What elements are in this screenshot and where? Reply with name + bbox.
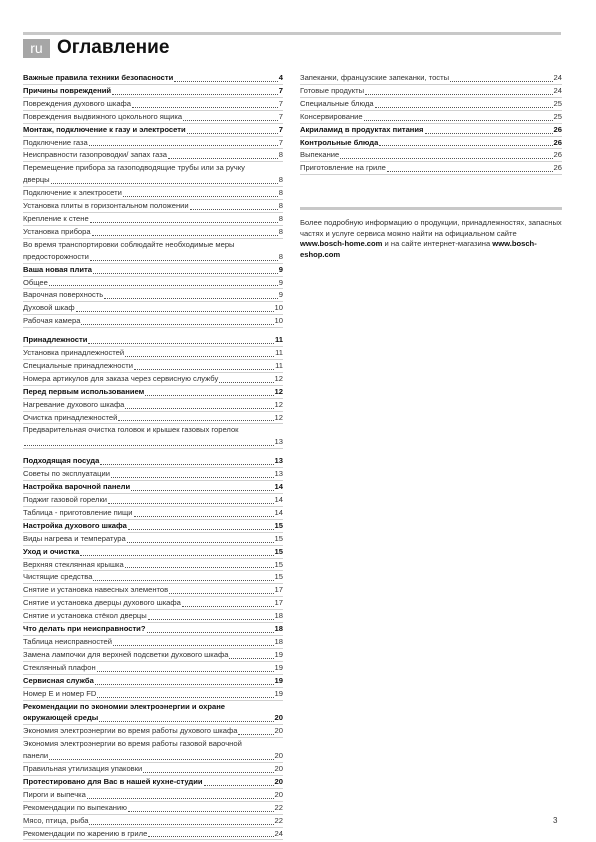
toc-entry-title: Настройка варочной панели — [23, 482, 131, 492]
leader-dots — [219, 382, 273, 383]
bosch-home-link[interactable]: www.bosch-home.com — [300, 239, 383, 249]
toc-entry-title: Предварительная очистка головок и крышек газовых горелок — [23, 425, 239, 435]
toc-entry[interactable] — [23, 334, 283, 347]
toc-entry-line — [23, 251, 283, 263]
toc-entry-line — [23, 712, 283, 724]
toc-entry-title: Установка принадлежностей — [23, 348, 125, 358]
toc-entry[interactable] — [23, 360, 283, 373]
toc-page-number: 20 — [274, 726, 283, 736]
leader-dots — [132, 107, 278, 108]
toc-entry-title: Акриламид в продуктах питания — [300, 124, 424, 134]
toc-page-number: 7 — [278, 111, 283, 121]
leader-dots — [169, 593, 273, 594]
toc-page-number: 15 — [274, 559, 283, 569]
toc-page-number: 15 — [274, 546, 283, 556]
toc-entry[interactable] — [23, 701, 283, 726]
toc-entry[interactable] — [23, 623, 283, 636]
toc-entry-title: Мясо, птица, рыба — [23, 815, 89, 825]
leader-dots — [168, 158, 278, 159]
toc-entry[interactable] — [23, 111, 283, 124]
toc-entry-title: Принадлежности — [23, 335, 88, 345]
toc-page-number: 8 — [278, 226, 283, 236]
toc-entry-title: Нагревание духового шкафа — [23, 399, 125, 409]
toc-entry[interactable] — [23, 289, 283, 302]
toc-page-number: 12 — [274, 399, 283, 409]
toc-page-number: 7 — [278, 85, 283, 95]
leader-dots — [450, 81, 553, 82]
toc-entry[interactable] — [300, 162, 562, 175]
leader-dots — [93, 580, 273, 581]
leader-dots — [24, 445, 274, 446]
toc-entry[interactable] — [23, 302, 283, 315]
toc-entry[interactable] — [23, 636, 283, 649]
toc-entry[interactable] — [23, 507, 283, 520]
toc-page-number: 15 — [274, 533, 283, 543]
toc-entry-title: Духовой шкаф — [23, 303, 75, 313]
toc-page-number: 24 — [553, 85, 562, 95]
leader-dots — [118, 420, 273, 421]
toc-entry-title: Общее — [23, 277, 48, 287]
toc-entry[interactable] — [23, 559, 283, 572]
toc-page-number: 15 — [274, 520, 283, 530]
bosch-eshop-link[interactable]: www.bosch-eshop.com — [300, 239, 537, 259]
toc-page-number: 17 — [274, 585, 283, 595]
leader-dots — [425, 133, 553, 134]
toc-page-number: 13 — [274, 456, 283, 466]
leader-dots — [134, 516, 274, 517]
toc-entry[interactable] — [23, 162, 283, 187]
toc-entry[interactable] — [23, 315, 283, 328]
toc-page-number: 11 — [275, 360, 283, 370]
toc-entry-title: Выпекание — [300, 150, 340, 160]
toc-page-number: 8 — [278, 201, 283, 211]
toc-entry-line — [23, 436, 283, 448]
toc-entry-title: Неисправности газопроводки/ запах газа — [23, 150, 167, 160]
toc-entry-title: Пироги и выпечка — [23, 789, 86, 799]
toc-entry-title: Специальные принадлежности — [23, 360, 134, 370]
toc-entry[interactable] — [23, 412, 283, 425]
toc-entry[interactable] — [300, 137, 562, 150]
leader-dots — [143, 772, 273, 773]
toc-entry[interactable] — [300, 72, 562, 85]
toc-entry[interactable] — [23, 239, 283, 264]
toc-page-number: 14 — [274, 482, 283, 492]
toc-entry-title: Важные правила техники безопасности — [23, 73, 174, 82]
toc-entry[interactable] — [23, 468, 283, 481]
toc-page-number: 19 — [274, 649, 283, 659]
leader-dots — [104, 298, 278, 299]
leader-dots — [90, 260, 278, 261]
toc-entry-title: Настройка духового шкафа — [23, 520, 127, 530]
leader-dots — [187, 133, 278, 134]
toc-entry-title: Снятие и установка навесных элементов — [23, 585, 169, 595]
info-text-1: Более подробную информацию о продукции, принадлежностях, запасных частях и услуге сервиса можно найти на официальном сайте — [300, 218, 562, 238]
toc-page-number: 26 — [553, 124, 562, 134]
toc-entry[interactable] — [23, 776, 283, 789]
toc-page-number: 24 — [274, 828, 283, 838]
toc-page-number: 19 — [274, 675, 283, 685]
toc-entry-title: Подходящая посуда — [23, 456, 100, 466]
toc-entry-title: Уход и очистка — [23, 546, 80, 556]
toc-entry[interactable] — [23, 149, 283, 162]
toc-entry[interactable] — [23, 533, 283, 546]
toc-entry-title: Подключение газа — [23, 137, 88, 147]
leader-dots — [229, 658, 273, 659]
leader-dots — [80, 555, 273, 556]
toc-page-number: 13 — [274, 437, 283, 447]
toc-entry[interactable] — [23, 424, 283, 449]
toc-page-number: 19 — [274, 662, 283, 672]
toc-entry-title: Стеклянный плафон — [23, 662, 96, 672]
toc-entry-title: Снятие и установка стёкол дверцы — [23, 611, 147, 621]
leader-dots — [111, 477, 274, 478]
toc-entry-title: Установка плиты в горизонтальном положении — [23, 201, 189, 211]
toc-entry-title-cont: дверцы — [23, 175, 50, 185]
toc-entry-title: Консервирование — [300, 111, 363, 121]
toc-entry-title: Протестировано для Вас в нашей кухне-студии — [23, 776, 203, 786]
leader-dots — [128, 811, 274, 812]
leader-dots — [182, 606, 274, 607]
toc-entry[interactable] — [23, 789, 283, 802]
leader-dots — [51, 183, 278, 184]
leader-dots — [238, 734, 273, 735]
leader-dots — [125, 408, 273, 409]
toc-page-number: 7 — [278, 137, 283, 147]
toc-entry[interactable] — [300, 124, 562, 137]
leader-dots — [148, 619, 274, 620]
toc-page-number: 10 — [274, 303, 283, 313]
toc-entry-title: Номера артикулов для заказа через сервисную службу — [23, 373, 219, 383]
toc-page-number: 22 — [274, 802, 283, 812]
toc-page-number: 20 — [274, 764, 283, 774]
toc-entry-title: Специальные блюда — [300, 98, 374, 108]
leader-dots — [183, 120, 278, 121]
toc-entry-title: Сервисная служба — [23, 675, 94, 685]
toc-entry[interactable] — [23, 200, 283, 213]
toc-page-number: 12 — [274, 412, 283, 422]
toc-entry-title: Поджиг газовой горелки — [23, 495, 108, 504]
toc-entry[interactable] — [23, 347, 283, 360]
toc-entry-title: Рекомендации по выпеканию — [23, 802, 127, 812]
toc-entry[interactable] — [23, 584, 283, 597]
toc-page-number: 19 — [274, 688, 283, 698]
toc-entry-title-cont: окружающей среды — [23, 713, 99, 723]
toc-page-number: 8 — [278, 213, 283, 223]
toc-entry[interactable] — [23, 226, 283, 239]
toc-page-number: 8 — [278, 188, 283, 198]
leader-dots — [145, 395, 273, 396]
toc-page-number: 18 — [274, 611, 283, 621]
toc-entry-title-cont: предосторожности — [23, 251, 89, 261]
leader-dots — [89, 824, 273, 825]
leader-dots — [49, 285, 278, 286]
toc-entry-title: Перемещение прибора за газоподводящие трубы или за ручку — [23, 163, 245, 173]
leader-dots — [127, 542, 274, 543]
toc-entry-title-cont: панели — [23, 751, 49, 761]
leader-dots — [49, 759, 273, 760]
toc-entry[interactable] — [23, 264, 283, 277]
toc-left-column — [23, 72, 283, 840]
toc-entry[interactable] — [23, 610, 283, 623]
toc-page-number: 25 — [553, 111, 562, 121]
toc-entry[interactable] — [23, 662, 283, 675]
leader-dots — [112, 94, 278, 95]
toc-entry-title: Виды нагрева и температура — [23, 533, 126, 543]
leader-dots — [97, 671, 274, 672]
toc-entry-title: Варочная поверхность — [23, 290, 104, 300]
toc-entry[interactable] — [23, 277, 283, 290]
toc-entry-title: Снятие и установка дверцы духового шкафа — [23, 598, 181, 608]
leader-dots — [190, 209, 278, 210]
leader-dots — [100, 464, 273, 465]
toc-entry-title: Правильная утилизация упаковки — [23, 764, 143, 774]
toc-entry[interactable] — [23, 597, 283, 610]
leader-dots — [387, 171, 553, 172]
toc-entry-title: Номер E и номер FD — [23, 688, 97, 698]
leader-dots — [128, 529, 274, 530]
leader-dots — [113, 645, 274, 646]
toc-entry-title: Таблица неисправностей — [23, 636, 113, 646]
toc-entry-title: Таблица - приготовление пищи — [23, 507, 133, 517]
leader-dots — [379, 145, 552, 146]
toc-page-number: 18 — [274, 624, 283, 634]
toc-entry-title: Очистка принадлежностей — [23, 412, 118, 422]
language-badge: ru — [23, 39, 50, 58]
toc-page-number: 7 — [278, 98, 283, 108]
toc-page-number: 26 — [553, 150, 562, 160]
leader-dots — [131, 490, 273, 491]
leader-dots — [174, 81, 278, 82]
leader-dots — [125, 567, 274, 568]
toc-page-number: 26 — [553, 163, 562, 173]
toc-entry-title: Экономия электроэнергии во время работы духового шкафа — [23, 726, 238, 736]
toc-entry-title: Экономия электроэнергии во время работы газовой варочной — [23, 739, 242, 749]
toc-page-number: 26 — [553, 137, 562, 147]
toc-entry[interactable] — [23, 546, 283, 559]
leader-dots — [147, 632, 274, 633]
toc-page-number: 4 — [278, 73, 283, 82]
toc-entry[interactable] — [300, 149, 562, 162]
leader-dots — [87, 798, 274, 799]
toc-page-number: 24 — [553, 73, 562, 82]
toc-entry-title: Верхняя стеклянная крышка — [23, 559, 124, 569]
toc-entry[interactable] — [23, 85, 283, 98]
toc-entry[interactable] — [23, 373, 283, 386]
toc-entry-line — [23, 750, 283, 762]
toc-entry[interactable] — [23, 187, 283, 200]
toc-page-number: 9 — [278, 290, 283, 300]
leader-dots — [97, 697, 273, 698]
toc-entry[interactable] — [23, 98, 283, 111]
toc-entry[interactable] — [23, 815, 283, 828]
toc-page-number: 20 — [274, 776, 283, 786]
leader-dots — [90, 222, 278, 223]
toc-page-number: 13 — [274, 469, 283, 479]
toc-page-number: 12 — [274, 386, 283, 396]
toc-entry-title: Готовые продукты — [300, 85, 365, 95]
leader-dots — [340, 158, 552, 159]
toc-page-number: 18 — [274, 636, 283, 646]
toc-page-number: 17 — [274, 598, 283, 608]
leader-dots — [134, 369, 274, 370]
toc-page-number: 7 — [278, 124, 283, 134]
toc-page-number: 8 — [278, 251, 283, 261]
toc-entry[interactable] — [23, 455, 283, 468]
leader-dots — [93, 273, 278, 274]
toc-page-number: 25 — [553, 98, 562, 108]
toc-entry[interactable] — [23, 399, 283, 412]
leader-dots — [365, 94, 552, 95]
leader-dots — [89, 145, 278, 146]
toc-page-number: 10 — [274, 316, 283, 326]
info-paragraph — [300, 207, 562, 260]
toc-entry-title: Запеканки, французские запеканки, тосты — [300, 73, 450, 82]
toc-entry[interactable] — [23, 520, 283, 533]
toc-page-number: 20 — [274, 789, 283, 799]
toc-entry-title: Рекомендации по жарению в гриле — [23, 828, 148, 838]
toc-entry[interactable] — [23, 72, 283, 85]
toc-entry[interactable] — [23, 481, 283, 494]
toc-entry[interactable] — [300, 98, 562, 111]
toc-entry[interactable] — [23, 828, 283, 841]
toc-page-number: 8 — [278, 150, 283, 160]
toc-entry-title: Приготовление на гриле — [300, 163, 386, 173]
toc-page-number: 15 — [274, 572, 283, 582]
toc-entry[interactable] — [23, 649, 283, 662]
toc-entry-title: Что делать при неисправности? — [23, 624, 146, 634]
toc-entry[interactable] — [23, 137, 283, 150]
toc-entry-title: Перед первым использованием — [23, 386, 145, 396]
page-number: 3 — [553, 816, 558, 825]
toc-entry-title: Рабочая камера — [23, 316, 81, 326]
toc-page-number: 9 — [278, 264, 283, 274]
toc-entry[interactable] — [300, 111, 562, 124]
toc-entry-title: Советы по эксплуатации — [23, 469, 110, 479]
toc-entry-title: Крепление к стене — [23, 213, 89, 223]
toc-entry-title: Причины повреждений — [23, 85, 112, 95]
toc-entry[interactable] — [23, 571, 283, 584]
toc-entry[interactable] — [300, 85, 562, 98]
toc-entry[interactable] — [23, 213, 283, 226]
toc-page-number: 8 — [278, 175, 283, 185]
toc-page-number: 11 — [275, 348, 283, 358]
toc-entry-title: Монтаж, подключение к газу и электросети — [23, 124, 186, 134]
leader-dots — [148, 836, 273, 837]
toc-page-number: 14 — [274, 507, 283, 517]
toc-page-number: 11 — [274, 335, 283, 345]
toc-entry-title: Ваша новая плита — [23, 264, 92, 274]
leader-dots — [108, 503, 274, 504]
toc-entry-line — [23, 174, 283, 186]
leader-dots — [95, 684, 274, 685]
toc-entry-title: Чистящие средства — [23, 572, 93, 582]
toc-page-number: 14 — [274, 495, 283, 504]
leader-dots — [123, 196, 278, 197]
toc-entry-title: Рекомендации по экономии электроэнергии и охране — [23, 701, 226, 711]
toc-entry-title: Повреждения духового шкафа — [23, 98, 132, 108]
leader-dots — [76, 311, 274, 312]
toc-right-column — [300, 72, 562, 175]
leader-dots — [375, 107, 553, 108]
toc-entry-title: Контрольные блюда — [300, 137, 379, 147]
toc-entry[interactable] — [23, 688, 283, 701]
toc-page-number: 22 — [274, 815, 283, 825]
toc-page-number: 12 — [274, 373, 283, 383]
toc-entry-title: Замена лампочки для верхней подсветки духового шкафа — [23, 649, 229, 659]
toc-entry[interactable] — [23, 725, 283, 738]
leader-dots — [125, 356, 274, 357]
toc-entry[interactable] — [23, 124, 283, 137]
toc-entry[interactable] — [23, 763, 283, 776]
toc-entry[interactable] — [23, 386, 283, 399]
page-title: Оглавление — [57, 37, 170, 58]
toc-entry-title: Во время транспортировки соблюдайте необходимые меры — [23, 239, 235, 249]
toc-entry[interactable] — [23, 494, 283, 507]
toc-page-number: 20 — [274, 713, 283, 723]
toc-entry[interactable] — [23, 802, 283, 815]
toc-entry[interactable] — [23, 675, 283, 688]
leader-dots — [364, 120, 553, 121]
leader-dots — [88, 343, 274, 344]
info-text-2: и на сайте интернет-магазина — [382, 239, 493, 249]
toc-entry-title: Установка прибора — [23, 226, 91, 236]
toc-entry[interactable] — [23, 738, 283, 763]
leader-dots — [92, 235, 278, 236]
leader-dots — [99, 721, 273, 722]
toc-page-number: 20 — [274, 751, 283, 761]
toc-entry-title: Повреждения выдвижного цокольного ящика — [23, 111, 183, 121]
toc-page-number: 9 — [278, 277, 283, 287]
leader-dots — [81, 324, 273, 325]
toc-entry-title: Подключение к электросети — [23, 188, 122, 198]
header-rule — [23, 32, 561, 35]
leader-dots — [204, 785, 274, 786]
